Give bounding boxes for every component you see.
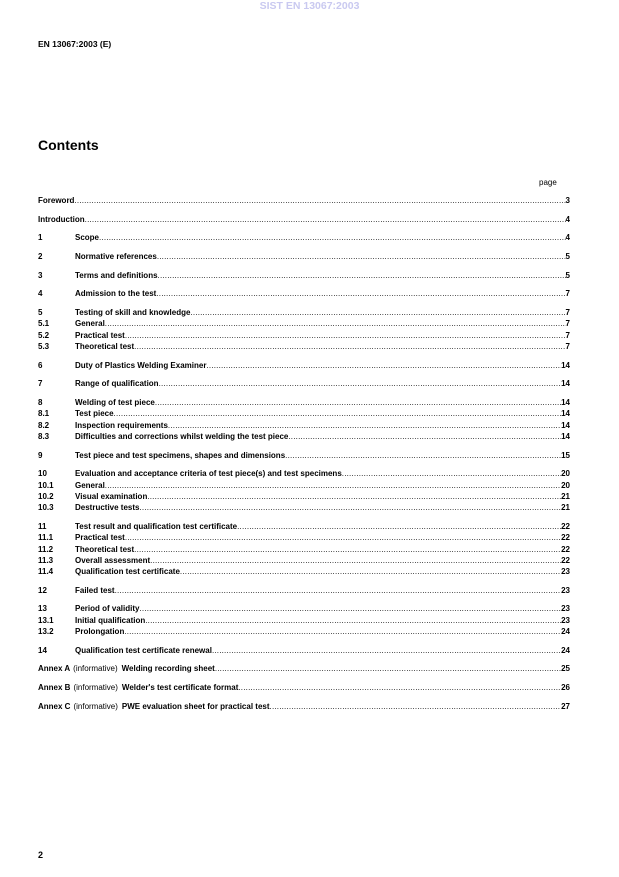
- toc-group: [38, 378, 570, 389]
- toc-annex-entry[interactable]: [38, 682, 570, 693]
- page-ref: 21: [561, 491, 570, 501]
- dot-leader: [114, 408, 562, 419]
- section-title[interactable]: Qualification test certificate renewal: [75, 645, 212, 655]
- section-number: 1: [38, 233, 43, 243]
- section-title[interactable]: Period of validity: [75, 604, 140, 614]
- section-title[interactable]: Overall assessment: [75, 555, 151, 565]
- section-title[interactable]: Test piece and test specimens, shapes and dimensions: [75, 450, 286, 460]
- page-ref: 14: [561, 360, 570, 370]
- section-number: 11.2: [38, 544, 54, 554]
- page-ref: 26: [561, 683, 570, 693]
- toc-group: [38, 397, 570, 442]
- section-title[interactable]: Practical test: [75, 533, 125, 543]
- document-header: EN 13067:2003 (E): [38, 39, 112, 49]
- dot-leader: [238, 682, 561, 693]
- dot-leader: [105, 318, 566, 329]
- page-number: 2: [38, 850, 44, 860]
- dot-leader: [134, 341, 565, 352]
- toc-group: [38, 195, 570, 206]
- section-title[interactable]: Difficulties and corrections whilst welding the test piece: [75, 431, 289, 441]
- toc-group: [38, 214, 570, 225]
- annex-label: Annex B: [38, 683, 71, 693]
- toc-entry[interactable]: [38, 521, 570, 532]
- section-number: 10.1: [38, 480, 54, 490]
- dot-leader: [139, 603, 561, 614]
- section-title[interactable]: Test result and qualification test certificate: [75, 521, 238, 531]
- dot-leader: [74, 195, 565, 206]
- page-ref: 4: [565, 233, 570, 243]
- dot-leader: [115, 585, 562, 596]
- dot-leader: [105, 480, 561, 491]
- section-title[interactable]: Evaluation and acceptance criteria of test piece(s) and test specimens: [75, 469, 342, 479]
- toc-group: [38, 663, 570, 674]
- toc-group: [38, 603, 570, 637]
- page-ref: 4: [565, 214, 570, 224]
- dot-leader: [206, 360, 561, 371]
- toc-entry[interactable]: [38, 566, 570, 577]
- section-number: 2: [38, 252, 43, 262]
- toc-group: [38, 645, 570, 656]
- page-ref: 14: [561, 420, 570, 430]
- section-title[interactable]: Qualification test certificate: [75, 567, 180, 577]
- dot-leader: [288, 431, 561, 442]
- dot-leader: [99, 232, 566, 243]
- dot-leader: [150, 555, 561, 566]
- page-ref: 14: [561, 409, 570, 419]
- section-title[interactable]: Admission to the test: [75, 289, 157, 299]
- toc-entry[interactable]: [38, 360, 570, 371]
- section-number: 5.3: [38, 342, 50, 352]
- section-title[interactable]: General: [75, 480, 105, 490]
- toc-group: [38, 468, 570, 513]
- toc-entry[interactable]: [38, 450, 570, 461]
- section-number: 11.4: [38, 567, 54, 577]
- dot-leader: [85, 214, 566, 225]
- section-number: 11.1: [38, 533, 54, 543]
- page-ref: 27: [561, 701, 570, 711]
- toc-entry[interactable]: [38, 270, 570, 281]
- page-ref: 7: [565, 289, 570, 299]
- section-title[interactable]: Theoretical test: [75, 544, 135, 554]
- toc-group: [38, 521, 570, 577]
- toc-annex-entry[interactable]: [38, 663, 570, 674]
- section-title[interactable]: Prolongation: [75, 627, 125, 637]
- annex-note: (informative): [73, 683, 118, 693]
- dot-leader: [215, 663, 561, 674]
- toc-entry[interactable]: [38, 318, 570, 329]
- annex-note: (informative): [73, 664, 118, 674]
- section-title[interactable]: Scope: [75, 233, 100, 243]
- dot-leader: [180, 566, 561, 577]
- dot-leader: [139, 502, 561, 513]
- section-title[interactable]: Terms and definitions: [75, 270, 158, 280]
- section-number: 10.2: [38, 491, 54, 501]
- page-ref: 5: [565, 270, 570, 280]
- annex-note: (informative): [73, 701, 118, 711]
- toc-entry[interactable]: [38, 420, 570, 431]
- page-ref: 23: [561, 585, 570, 595]
- section-number: 8.1: [38, 409, 50, 419]
- page-ref: 7: [565, 308, 570, 318]
- toc-entry[interactable]: [38, 214, 570, 225]
- page-ref: 22: [561, 555, 570, 565]
- section-title[interactable]: Practical test: [75, 330, 125, 340]
- toc-group: [38, 270, 570, 281]
- section-number: 11: [38, 521, 47, 531]
- section-number: 5.2: [38, 330, 50, 340]
- section-title[interactable]: Destructive tests: [75, 503, 140, 513]
- dot-leader: [342, 468, 561, 479]
- section-title[interactable]: General: [75, 319, 105, 329]
- section-number: 13.1: [38, 615, 54, 625]
- dot-leader: [155, 397, 561, 408]
- dot-leader: [212, 645, 561, 656]
- page-ref: 7: [565, 330, 570, 340]
- page-ref: 23: [561, 604, 570, 614]
- toc-group: [38, 585, 570, 596]
- toc-entry[interactable]: [38, 603, 570, 614]
- section-number: 10.3: [38, 503, 54, 513]
- dot-leader: [270, 701, 562, 712]
- section-number: 6: [38, 360, 43, 370]
- page-ref: 14: [561, 431, 570, 441]
- section-number: 13.2: [38, 627, 54, 637]
- annex-title[interactable]: PWE evaluation sheet for practical test: [121, 701, 270, 711]
- page-ref: 5: [565, 252, 570, 262]
- toc-group: [38, 701, 570, 712]
- toc-group: [38, 450, 570, 461]
- dot-leader: [145, 615, 561, 626]
- section-number: 9: [38, 450, 43, 460]
- section-number: 13: [38, 604, 47, 614]
- page-ref: 14: [561, 379, 570, 389]
- toc-entry[interactable]: [38, 195, 570, 206]
- section-number: 14: [38, 645, 47, 655]
- toc-entry[interactable]: [38, 555, 570, 566]
- section-number: 11.3: [38, 555, 54, 565]
- page-ref: 21: [561, 503, 570, 513]
- section-number: 8: [38, 398, 43, 408]
- section-number: 5: [38, 308, 43, 318]
- dot-leader: [124, 626, 561, 637]
- toc-entry[interactable]: [38, 232, 570, 243]
- annex-label: Annex A: [38, 664, 71, 674]
- annex-label: Annex C: [38, 701, 71, 711]
- dot-leader: [158, 270, 566, 281]
- toc-entry[interactable]: [38, 491, 570, 502]
- section-number: 10: [38, 469, 47, 479]
- toc-group: [38, 360, 570, 371]
- page-ref: 20: [561, 469, 570, 479]
- page-ref: 3: [565, 196, 570, 205]
- page-ref: 22: [561, 521, 570, 531]
- toc-entry[interactable]: [38, 615, 570, 626]
- toc-entry[interactable]: [38, 626, 570, 637]
- toc-entry[interactable]: [38, 330, 570, 341]
- section-title[interactable]: Duty of Plastics Welding Examiner: [75, 360, 207, 370]
- toc-entry[interactable]: [38, 645, 570, 656]
- dot-leader: [190, 307, 565, 318]
- toc-entry[interactable]: [38, 480, 570, 491]
- page-ref: 15: [561, 450, 570, 460]
- table-of-contents: [38, 195, 570, 712]
- section-title[interactable]: Visual examination: [75, 491, 148, 501]
- page-ref: 23: [561, 615, 570, 625]
- section-title[interactable]: Failed test: [75, 585, 115, 595]
- toc-entry[interactable]: [38, 544, 570, 555]
- page-ref: 24: [561, 627, 570, 637]
- toc-group: [38, 682, 570, 693]
- section-title[interactable]: Inspection requirements: [75, 420, 168, 430]
- toc-entry[interactable]: [38, 502, 570, 513]
- toc-group: [38, 288, 570, 299]
- dot-leader: [159, 378, 562, 389]
- dot-leader: [156, 288, 565, 299]
- dot-leader: [125, 330, 566, 341]
- toc-entry[interactable]: [38, 532, 570, 543]
- page-ref: 7: [565, 319, 570, 329]
- toc-entry[interactable]: [38, 408, 570, 419]
- page-title: Contents: [38, 137, 99, 153]
- toc-entry[interactable]: [38, 341, 570, 352]
- dot-leader: [157, 251, 566, 262]
- section-title[interactable]: Testing of skill and knowledge: [75, 308, 191, 318]
- dot-leader: [134, 544, 561, 555]
- section-title[interactable]: Test piece: [75, 409, 114, 419]
- section-title[interactable]: Introduction: [38, 214, 85, 224]
- section-number: 3: [38, 270, 43, 280]
- page-ref: 20: [561, 480, 570, 490]
- toc-group: [38, 307, 570, 352]
- watermark: SIST EN 13067:2003: [259, 0, 360, 12]
- toc-entry[interactable]: [38, 585, 570, 596]
- toc-entry[interactable]: [38, 378, 570, 389]
- annex-title[interactable]: Welding recording sheet: [121, 664, 215, 674]
- toc-entry[interactable]: [38, 431, 570, 442]
- toc-annex-entry[interactable]: [38, 701, 570, 712]
- toc-group: [38, 232, 570, 243]
- section-number: 12: [38, 585, 47, 595]
- section-title[interactable]: Range of qualification: [75, 379, 159, 389]
- section-number: 5.1: [38, 319, 50, 329]
- page-ref: 24: [561, 645, 570, 655]
- toc-entry[interactable]: [38, 251, 570, 262]
- dot-leader: [237, 521, 561, 532]
- toc-entry[interactable]: [38, 307, 570, 318]
- section-number: 4: [38, 289, 43, 299]
- dot-leader: [147, 491, 561, 502]
- toc-group: [38, 251, 570, 262]
- page-ref: 23: [561, 567, 570, 577]
- section-number: 8.2: [38, 420, 50, 430]
- toc-entry[interactable]: [38, 397, 570, 408]
- dot-leader: [285, 450, 561, 461]
- annex-title[interactable]: Welder's test certificate format: [121, 683, 239, 693]
- section-title[interactable]: Normative references: [75, 252, 157, 262]
- section-title[interactable]: Theoretical test: [75, 342, 135, 352]
- page-ref: 22: [561, 533, 570, 543]
- section-number: 7: [38, 379, 43, 389]
- section-title[interactable]: Initial qualification: [75, 615, 146, 625]
- page-column-label: page: [539, 178, 557, 187]
- section-title[interactable]: Welding of test piece: [75, 398, 155, 408]
- page-ref: 7: [565, 342, 570, 352]
- section-title[interactable]: Foreword: [38, 196, 75, 205]
- page-ref: 14: [561, 398, 570, 408]
- toc-entry[interactable]: [38, 468, 570, 479]
- page-ref: 22: [561, 544, 570, 554]
- dot-leader: [125, 532, 561, 543]
- dot-leader: [168, 420, 561, 431]
- toc-entry[interactable]: [38, 288, 570, 299]
- page-ref: 25: [561, 664, 570, 674]
- section-number: 8.3: [38, 431, 50, 441]
